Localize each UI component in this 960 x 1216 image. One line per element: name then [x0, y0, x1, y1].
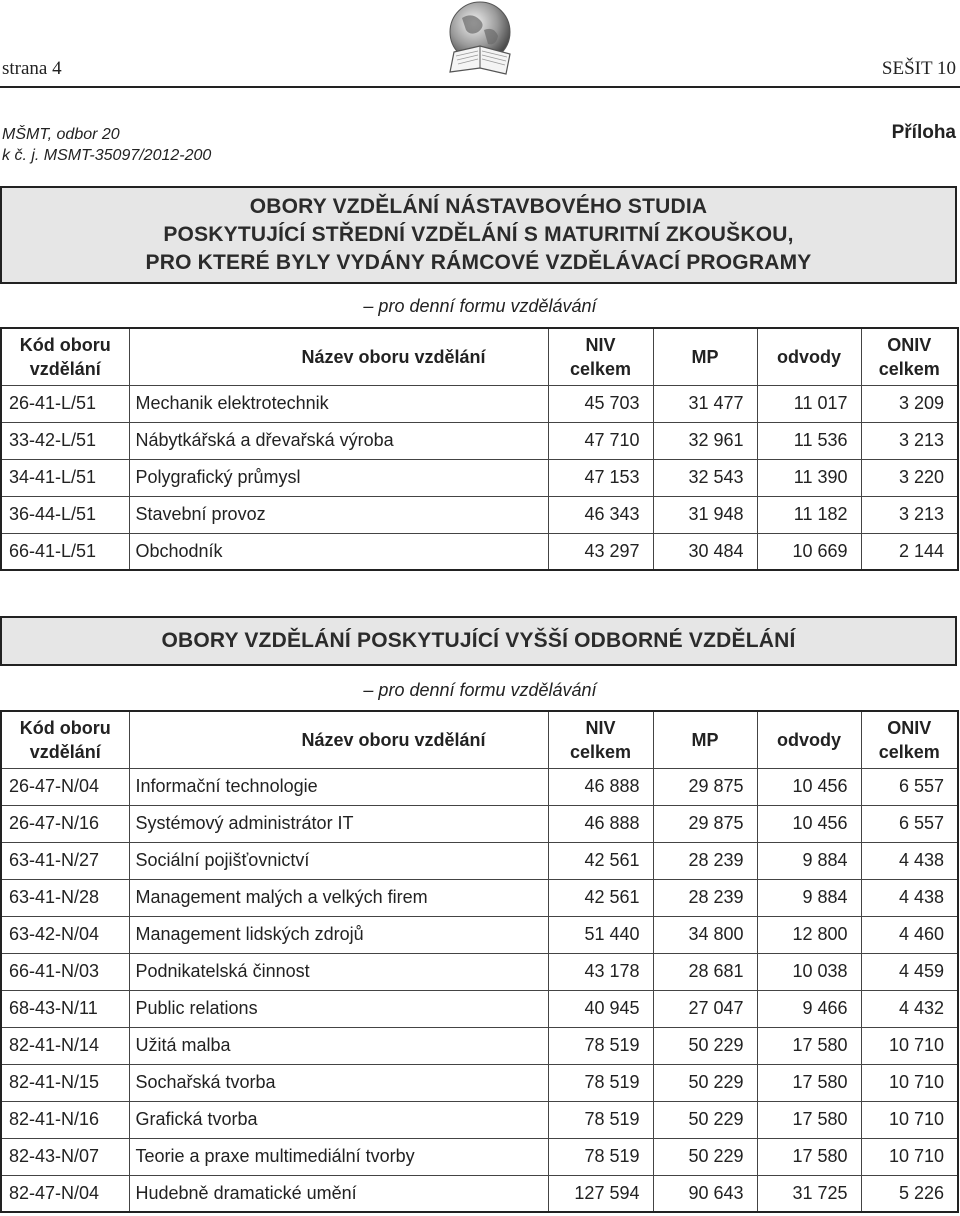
cell-code: 82-47-N/04	[1, 1175, 129, 1212]
cell-niv: 46 343	[548, 496, 653, 533]
cell-oniv: 4 438	[861, 842, 958, 879]
cell-code: 68-43-N/11	[1, 990, 129, 1027]
cell-code: 26-41-L/51	[1, 385, 129, 422]
cell-odvody: 11 182	[757, 496, 861, 533]
cell-name: Systémový administrátor IT	[129, 805, 548, 842]
cell-odvody: 17 580	[757, 1138, 861, 1175]
table-row	[1, 1138, 958, 1175]
cell-odvody: 9 466	[757, 990, 861, 1027]
reference-block	[2, 124, 211, 166]
cell-name: Hudebně dramatické umění	[129, 1175, 548, 1212]
cell-mp: 27 047	[653, 990, 757, 1027]
cell-code: 63-41-N/27	[1, 842, 129, 879]
table-row	[1, 1027, 958, 1064]
cell-code: 82-41-N/16	[1, 1101, 129, 1138]
table-row	[1, 1175, 958, 1212]
cell-odvody: 11 017	[757, 385, 861, 422]
issue-number: SEŠIT 10	[881, 58, 956, 79]
cell-mp: 50 229	[653, 1027, 757, 1064]
cell-mp: 50 229	[653, 1138, 757, 1175]
table-row	[1, 496, 958, 533]
table-row	[1, 768, 958, 805]
cell-oniv: 5 226	[861, 1175, 958, 1212]
table-row	[1, 385, 958, 422]
col-header-niv: NIV celkem	[548, 711, 653, 768]
cell-odvody: 12 800	[757, 916, 861, 953]
cell-oniv: 10 710	[861, 1064, 958, 1101]
cell-mp: 32 961	[653, 422, 757, 459]
cell-code: 82-41-N/14	[1, 1027, 129, 1064]
cell-code: 66-41-N/03	[1, 953, 129, 990]
table-row	[1, 953, 958, 990]
table-row	[1, 916, 958, 953]
table-row	[1, 842, 958, 879]
cell-oniv: 6 557	[861, 805, 958, 842]
page-number: strana 4	[2, 58, 62, 79]
table-row	[1, 422, 958, 459]
col-header-oniv: ONIV celkem	[861, 328, 958, 385]
table-header-row	[1, 328, 958, 385]
cell-niv: 40 945	[548, 990, 653, 1027]
col-header-oniv: ONIV celkem	[861, 711, 958, 768]
cell-oniv: 10 710	[861, 1101, 958, 1138]
section2-table	[0, 710, 959, 1213]
cell-name: Teorie a praxe multimediální tvorby	[129, 1138, 548, 1175]
col-header-odvody: odvody	[757, 711, 861, 768]
cell-odvody: 10 038	[757, 953, 861, 990]
cell-odvody: 31 725	[757, 1175, 861, 1212]
cell-mp: 30 484	[653, 533, 757, 570]
cell-name: Polygrafický průmysl	[129, 459, 548, 496]
cell-name: Stavební provoz	[129, 496, 548, 533]
cell-niv: 46 888	[548, 768, 653, 805]
cell-niv: 78 519	[548, 1027, 653, 1064]
cell-mp: 28 239	[653, 879, 757, 916]
table-header-row	[1, 711, 958, 768]
cell-niv: 46 888	[548, 805, 653, 842]
cell-odvody: 9 884	[757, 879, 861, 916]
reference-office: MŠMT, odbor 20	[2, 126, 120, 143]
section2-subtitle: – pro denní formu vzdělávání	[363, 680, 597, 700]
section1-title-banner	[0, 186, 957, 284]
cell-name: Užitá malba	[129, 1027, 548, 1064]
cell-name: Obchodník	[129, 533, 548, 570]
header-rule	[0, 86, 960, 88]
cell-mp: 34 800	[653, 916, 757, 953]
cell-code: 63-42-N/04	[1, 916, 129, 953]
cell-name: Management malých a velkých firem	[129, 879, 548, 916]
cell-mp: 50 229	[653, 1064, 757, 1101]
cell-odvody: 10 456	[757, 805, 861, 842]
col-header-mp: MP	[653, 711, 757, 768]
cell-mp: 28 239	[653, 842, 757, 879]
cell-niv: 51 440	[548, 916, 653, 953]
table-row	[1, 879, 958, 916]
col-header-code: Kód oboru vzdělání	[1, 328, 129, 385]
cell-name: Grafická tvorba	[129, 1101, 548, 1138]
cell-code: 33-42-L/51	[1, 422, 129, 459]
cell-odvody: 11 390	[757, 459, 861, 496]
col-header-name: Název oboru vzdělání	[129, 711, 548, 768]
cell-niv: 45 703	[548, 385, 653, 422]
cell-oniv: 10 710	[861, 1027, 958, 1064]
cell-odvody: 17 580	[757, 1064, 861, 1101]
cell-code: 26-47-N/16	[1, 805, 129, 842]
cell-niv: 43 297	[548, 533, 653, 570]
cell-niv: 78 519	[548, 1064, 653, 1101]
cell-code: 82-43-N/07	[1, 1138, 129, 1175]
cell-oniv: 4 438	[861, 879, 958, 916]
cell-code: 66-41-L/51	[1, 533, 129, 570]
col-header-name: Název oboru vzdělání	[129, 328, 548, 385]
cell-niv: 42 561	[548, 842, 653, 879]
cell-oniv: 4 459	[861, 953, 958, 990]
cell-niv: 127 594	[548, 1175, 653, 1212]
cell-name: Informační technologie	[129, 768, 548, 805]
cell-niv: 78 519	[548, 1101, 653, 1138]
section1-table	[0, 327, 959, 571]
cell-name: Nábytkářská a dřevařská výroba	[129, 422, 548, 459]
cell-mp: 28 681	[653, 953, 757, 990]
table-row	[1, 459, 958, 496]
cell-name: Sociální pojišťovnictví	[129, 842, 548, 879]
cell-odvody: 10 669	[757, 533, 861, 570]
col-header-odvody: odvody	[757, 328, 861, 385]
table-row	[1, 805, 958, 842]
cell-name: Public relations	[129, 990, 548, 1027]
cell-niv: 78 519	[548, 1138, 653, 1175]
cell-odvody: 17 580	[757, 1027, 861, 1064]
table-row	[1, 533, 958, 570]
cell-odvody: 17 580	[757, 1101, 861, 1138]
annex-label: Příloha	[891, 122, 956, 143]
cell-oniv: 3 209	[861, 385, 958, 422]
cell-odvody: 11 536	[757, 422, 861, 459]
cell-oniv: 3 220	[861, 459, 958, 496]
cell-oniv: 3 213	[861, 422, 958, 459]
cell-code: 63-41-N/28	[1, 879, 129, 916]
cell-odvody: 9 884	[757, 842, 861, 879]
cell-oniv: 4 460	[861, 916, 958, 953]
cell-code: 36-44-L/51	[1, 496, 129, 533]
section1-subtitle: – pro denní formu vzdělávání	[363, 296, 597, 316]
cell-odvody: 10 456	[757, 768, 861, 805]
cell-mp: 90 643	[653, 1175, 757, 1212]
section2-title-banner: OBORY VZDĚLÁNÍ POSKYTUJÍCÍ VYŠŠÍ ODBORNÉ VZDĚLÁNÍ	[0, 616, 957, 666]
col-header-niv: NIV celkem	[548, 328, 653, 385]
cell-name: Podnikatelská činnost	[129, 953, 548, 990]
section1-title-line: OBORY VZDĚLÁNÍ NÁSTAVBOVÉHO STUDIA	[249, 195, 708, 218]
cell-oniv: 2 144	[861, 533, 958, 570]
col-header-mp: MP	[653, 328, 757, 385]
section1-title-line: PRO KTERÉ BYLY VYDÁNY RÁMCOVÉ VZDĚLÁVACÍ PROGRAMY	[145, 251, 812, 274]
cell-oniv: 10 710	[861, 1138, 958, 1175]
reference-number: k č. j. MSMT-35097/2012-200	[2, 147, 212, 164]
cell-code: 82-41-N/15	[1, 1064, 129, 1101]
cell-mp: 31 477	[653, 385, 757, 422]
cell-name: Sochařská tvorba	[129, 1064, 548, 1101]
cell-niv: 43 178	[548, 953, 653, 990]
table-row	[1, 1064, 958, 1101]
cell-mp: 32 543	[653, 459, 757, 496]
col-header-code: Kód oboru vzdělání	[1, 711, 129, 768]
cell-mp: 29 875	[653, 805, 757, 842]
section1-title-line: POSKYTUJÍCÍ STŘEDNÍ VZDĚLÁNÍ S MATURITNÍ ZKOUŠKOU,	[163, 223, 794, 246]
cell-name: Management lidských zdrojů	[129, 916, 548, 953]
page-header	[0, 58, 960, 84]
table-row	[1, 990, 958, 1027]
cell-mp: 31 948	[653, 496, 757, 533]
cell-code: 26-47-N/04	[1, 768, 129, 805]
cell-mp: 29 875	[653, 768, 757, 805]
cell-code: 34-41-L/51	[1, 459, 129, 496]
table-row	[1, 1101, 958, 1138]
cell-niv: 47 710	[548, 422, 653, 459]
cell-oniv: 4 432	[861, 990, 958, 1027]
cell-oniv: 3 213	[861, 496, 958, 533]
cell-niv: 47 153	[548, 459, 653, 496]
cell-mp: 50 229	[653, 1101, 757, 1138]
cell-oniv: 6 557	[861, 768, 958, 805]
cell-niv: 42 561	[548, 879, 653, 916]
cell-name: Mechanik elektrotechnik	[129, 385, 548, 422]
